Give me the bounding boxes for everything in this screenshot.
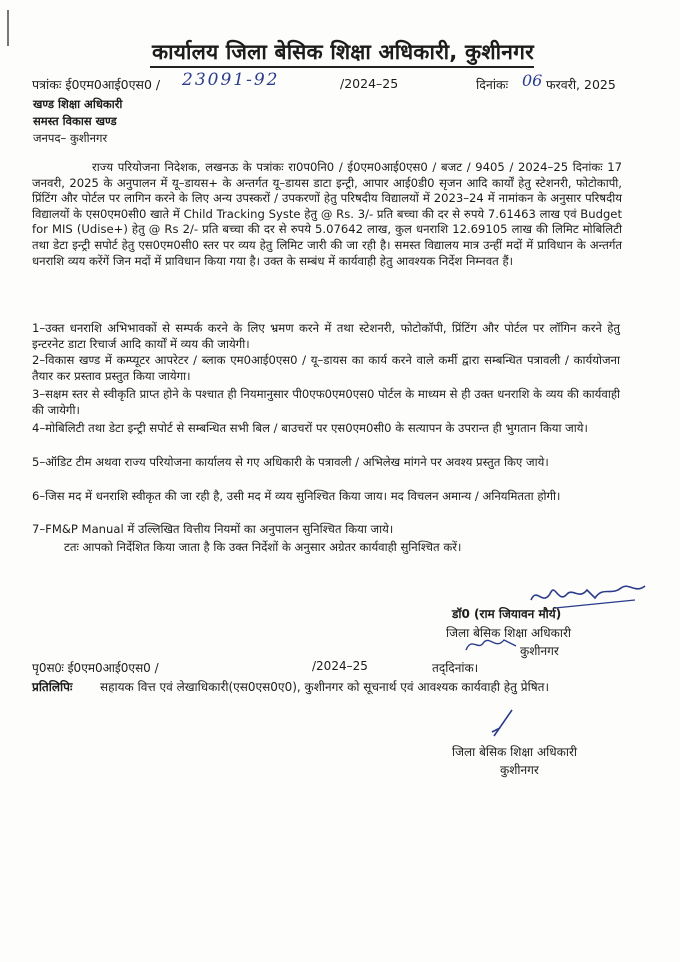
instruction-item-1: 1–उक्त धनराशि अभिभावकों से सम्पर्क करने के लिए भ्रमण करने में तथा स्टेशनरी, फोटोकॉपी, प्रिंटिंग और पोर्टल पर लॉगिन करने हेतु इन्टरनेट डाटा रिचार्ज आदि कार्यों में व्यय की जायेगी।	[32, 321, 620, 351]
copy-text: सहायक वित्त एवं लेखाधिकारी(एस0एस0ए0), कुशीनगर को सूचनार्थ एवं आवश्यक कार्यवाही हेतु प्रेषित।	[100, 680, 550, 694]
instruction-item-4: 4–मोबिलिटी तथा डेटा इन्ट्री सपोर्ट से सम्बन्धित सभी बिल / बाउचरों पर एस0एम0सी0 के सत्यापन के उपरान्त ही भुगतान किया जाये।	[32, 421, 588, 435]
instruction-item-3: 3–सक्षम स्तर से स्वीकृति प्राप्त होने के पश्चात ही नियमानुसार पी0एफ0एम0एस0 पोर्टल के माध्यम से ही उक्त धनराशि के व्यय की कार्यवाही की जायेगी।	[32, 387, 620, 417]
date-month-year: फरवरी, 2025	[546, 77, 616, 92]
instruction-item-6: 6–जिस मद में धनराशि स्वीकृत की जा रही है, उसी मद में व्यय सुनिश्चित किया जाय। मद विचलन अमान्य / अनियमितता होगी।	[32, 489, 561, 503]
margin-mark	[7, 10, 9, 46]
date-label: दिनांकः	[476, 77, 509, 92]
instruction-item-7: 7–FM&P Manual में उल्लिखित वित्तीय नियमों का अनुपालन सुनिश्चित किया जाये।	[32, 522, 394, 536]
letter-body	[32, 160, 622, 269]
letter-number-prefix: पत्रांकः ई0एम0आई0एस0 /	[32, 77, 161, 92]
recipient-line-3: जनपद– कुशीनगर	[33, 131, 108, 145]
title-underline	[150, 66, 534, 68]
second-place: कुशीनगर	[500, 763, 539, 777]
letter-number-year: /2024–25	[340, 76, 399, 91]
second-designation: जिला बेसिक शिक्षा अधिकारी	[452, 745, 577, 759]
letter-number-handwritten: 23091-92	[182, 70, 280, 90]
intro-paragraph: राज्य परियोजना निदेशक, लखनऊ के पत्रांकः रा0प0नि0 / ई0एम0आई0एस0 / बजट / 9405 / 2024–25 दिनांकः 17 जनवरी, 2025 के अनुपालन में यू–डायस+ के अन्तर्गत यू–डायस डाटा इन्ट्री, आपार आई0डी0 सृजन आदि कार्यों हेतु स्टेशनरी, फोटोकापी, प्रिंटिंग और पोर्टल पर लागिन करने के लिए अन्य उपस्करों / उपकरणों हेतु परिषदीय विद्यालयों में 2023–24 में नामांकन के अनुसार परिषदीय विद्यालयों के एस0एम0सी0 खाते में Child Tracking Syste हेतु @ Rs. 3/- प्रति बच्चा की दर से रुपये 7.61463 लाख एवं Budget for MIS (Udise+) हेतु @ Rs 2/- प्रति बच्चा की दर से रुपये 5.07642 लाख, कुल धनराशि 12.69105 लाख की लिमिट मोबिलिटी तथा डेटा इन्ट्री सपोर्ट हेतु एस0एम0सी0 स्तर पर व्यय हेतु लिमिट जारी की जा रही है। समस्त विद्यालय मात्र उन्हीं मदों में प्राविधान के अन्तर्गत धनराशि व्यय करेंगें जिन मदों में प्राविधान किया गया है। उक्त के सम्बंध में कार्यवाही हेतु आवश्यक निर्देश निम्नवत हैं।	[32, 160, 622, 268]
instruction-item-5: 5–ऑडिट टीम अथवा राज्य परियोजना कार्यालय से गए अधिकारी के पत्रावली / अभिलेख मांगने पर अवश्य प्रस्तुत किए जाये।	[32, 455, 549, 469]
signatory-designation: जिला बेसिक शिक्षा अधिकारी	[446, 626, 571, 640]
copy-label: प्रतिलिपिः	[32, 680, 73, 694]
signatory-name: डॉ0 (राम जियावन मौर्य)	[452, 607, 562, 621]
endorsement-ref: पृ0स0ः ई0एम0आई0एस0 /	[32, 661, 159, 675]
recipient-line-2: समस्त विकास खण्ड	[33, 114, 117, 128]
initials-scribble	[462, 634, 522, 656]
endorsement-date: तद्‌दिनांक।	[432, 661, 479, 675]
instruction-item-2: 2–विकास खण्ड में कम्प्यूटर आपरेटर / ब्लाक एम0आई0एस0 / यू–डायस का कार्य करने वाले कर्मी द्वारा सम्बन्धित पत्रावली / कार्ययोजना तैयार कर प्रस्ताव प्रस्तुत किया जायेगा।	[32, 353, 620, 383]
endorsement-year: /2024–25	[312, 659, 368, 673]
recipient-line-1: खण्ड शिक्षा अधिकारी	[33, 97, 123, 111]
closing-line: टतः आपको निर्देशित किया जाता है कि उक्त निर्देशों के अनुसार अग्रेतर कार्यवाही सुनिश्चित करें।	[64, 540, 462, 554]
second-initials-scribble	[488, 706, 518, 740]
signatory-place: कुशीनगर	[520, 644, 559, 658]
office-title: कार्यालय जिला बेसिक शिक्षा अधिकारी, कुशीनगर	[152, 40, 534, 64]
date-day-handwritten: 06	[522, 71, 543, 90]
